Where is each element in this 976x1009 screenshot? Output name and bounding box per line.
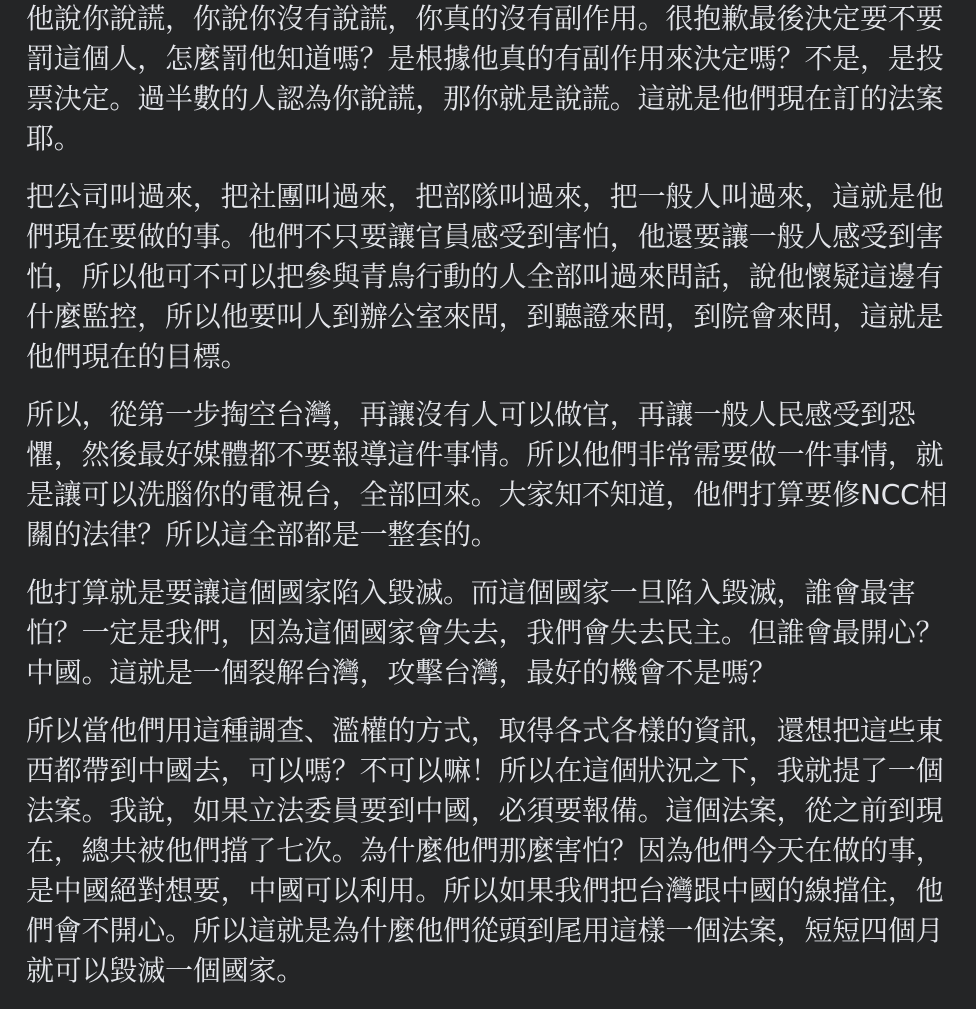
post-paragraph-1: 他說你說謊，你說你沒有說謊，你真的沒有副作用。很抱歉最後決定要不要罰這個人，怎麼罰他知道嗎？是根據他真的有副作用來決定嗎？不是，是投票決定。過半數的人認為你說謊，那你就是說謊。這就是他們現在訂的法案耶。 xyxy=(26,2,944,155)
post-paragraph-3: 所以，從第一步掏空台灣，再讓沒有人可以做官，再讓一般人民感受到恐懼，然後最好媒體都不要報導這件事情。所以他們非常需要做一件事情，就是讓可以洗腦你的電視台，全部回來。大家知不知道，他們打算要修NCC相關的法律？所以這全部都是一整套的。 xyxy=(26,398,948,551)
post-paragraph-2: 把公司叫過來，把社團叫過來，把部隊叫過來，把一般人叫過來，這就是他們現在要做的事。他們不只要讓官員感受到害怕，他還要讓一般人感受到害怕，所以他可不可以把參與青鳥行動的人全部叫過來問話，說他懷疑這邊有什麼監控，所以他要叫人到辦公室來問，到聽證來問，到院會來問，這就是他們現在的目標。 xyxy=(26,180,944,373)
post-paragraph-4: 他打算就是要讓這個國家陷入毀滅。而這個國家一旦陷入毀滅，誰會最害怕？一定是我們，因為這個國家會失去，我們會失去民主。但誰會最開心？中國。這就是一個裂解台灣，攻擊台灣，最好的機會不是嗎？ xyxy=(26,576,944,689)
post-paragraph-5: 所以當他們用這種調查、濫權的方式，取得各式各樣的資訊，還想把這些東西都帶到中國去，可以嗎？不可以嘛！所以在這個狀況之下，我就提了一個法案。我說，如果立法委員要到中國，必須要報備。這個法案，從之前到現在，總共被他們擋了七次。為什麼他們那麼害怕？因為他們今天在做的事，是中國絕對想要，中國可以利用。所以如果我們把台灣跟中國的線擋住，他們會不開心。所以這就是為什麼他們從頭到尾用這樣一個法案，短短四個月就可以毀滅一個國家。 xyxy=(26,714,944,987)
post-text xyxy=(26,0,962,1009)
